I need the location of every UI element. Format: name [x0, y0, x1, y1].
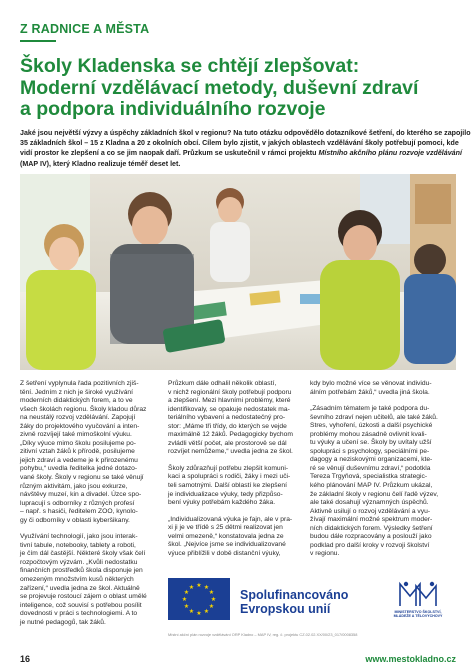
ministry-name: [382, 610, 454, 619]
eu-stars-icon: [168, 578, 230, 620]
text-line: Školy zdůrazňují potřebu zlepšit komuni-: [168, 464, 289, 472]
svg-text:★: ★: [208, 589, 215, 596]
text-line: „Zásadním tématem je také podpora du-: [310, 405, 430, 413]
headline: [20, 56, 460, 121]
svg-text:★: ★: [188, 584, 195, 591]
text-line: xi ji je ve třídě s 25 dětmi realizovat jen: [168, 524, 283, 532]
text-line: že základní školy v regionu čelí řadě výzev,: [310, 490, 439, 498]
text-line: rozvíjet nemůžeme,“ uvedla jedna ze škol.: [168, 448, 293, 456]
text-line: ale také dosahují významných úspěchů.: [310, 499, 429, 507]
lead-line: Jaké jsou největší výzvy a úspěchy základních škol v regionu? Na tuto otázku odpovědělo dotazníkové šetření, do kterého se zapojilo: [20, 129, 471, 137]
text-line: kého plánování MAP IV. Průzkum ukázal,: [310, 482, 433, 490]
text-line: kaci a spolupráci s rodiči, žáky i mezi uči-: [168, 473, 291, 481]
article-column-1: [20, 380, 152, 627]
msmt-emblem-icon: [382, 578, 454, 610]
paragraph: [168, 465, 300, 508]
text-line: rozpočtovým výzvám. „Kvůli nedostatku: [20, 558, 138, 566]
paragraph: [310, 380, 456, 397]
eu-flag-icon: [168, 578, 230, 620]
text-line: vané školy. Školy v regionu se také věnují: [20, 474, 144, 482]
text-line: „Individualizovaná výuka je fajn, ale v pra-: [168, 515, 293, 523]
text-line: teriálního vybavení a nedostatečný pro-: [168, 414, 286, 422]
paragraph: [168, 380, 300, 457]
text-line: ševního zdraví nejen učitelů, ale také žáků.: [310, 413, 438, 421]
text-line: žáky do projektového vyučování a inten-: [20, 422, 140, 430]
svg-text:★: ★: [203, 608, 210, 615]
cofinanced-label: [240, 588, 348, 616]
article-column-3: [310, 380, 456, 559]
text-line: maximálně 12 žáků. Pedagogicky bychom: [168, 431, 293, 439]
text-line: Tereza Trgyňová, specialistka strategic-: [310, 473, 428, 481]
text-line: škol. „Nejvíce jsme se individualizované: [168, 541, 286, 549]
cofinanced-line: Spolufinancováno: [240, 588, 349, 602]
text-line: problémy mohou zásadně ovlivnit kvali-: [310, 430, 427, 438]
paragraph: [20, 380, 152, 525]
svg-text:★: ★: [196, 582, 202, 589]
text-line: velmi omezeně,“ konstatovala jedna ze: [168, 532, 284, 540]
text-line: finančních prostředků škola disponuje jen: [20, 567, 143, 575]
text-line: bení výuky potřebám každého žáka.: [168, 499, 276, 507]
lead-paragraph: [20, 128, 471, 169]
text-line: omezeným množstvím kusů některých: [20, 576, 134, 584]
svg-text:★: ★: [208, 603, 215, 610]
text-line: Využívání technologií, jako jsou interak-: [20, 533, 138, 541]
text-line: dagogy a neziskovými organizacemi, kte-: [310, 456, 433, 464]
text-line: je nutné pedagogů, tak žáků.: [20, 618, 106, 626]
text-line: – např. s hasiči, ředitelem ZOO, kynolo-: [20, 508, 138, 516]
text-line: teli samotnými. Další oblastí ke zlepšení: [168, 482, 287, 490]
text-line: výuce přiblížili v době distanční výuky,: [168, 549, 281, 557]
text-line: tivní tabule, notebooky, tablety a roboti,: [20, 541, 136, 549]
project-footnote: Místní akční plán rozvoje vzdělávání ORP Kladno – MAP IV, reg. č. projektu CZ.02.02.XX/00/23_017/0008358: [168, 632, 358, 637]
text-line: v nichž regionální školy potřebují podporu: [168, 388, 292, 396]
svg-text:★: ★: [203, 584, 210, 591]
page-number: 16: [20, 654, 31, 664]
text-line: různým aktivitám, jako jsou exkurze,: [20, 482, 128, 490]
paragraph: [20, 533, 152, 627]
article-column-2: [168, 380, 300, 558]
text-line: tění. Jedním z nich je široké využívání: [20, 388, 133, 396]
text-line: všech školách regionu. Školy kladou důraz: [20, 405, 147, 413]
cofinanced-line: Evropskou unií: [240, 602, 331, 616]
section-label: Z RADNICE A MĚSTA: [20, 22, 150, 36]
lead-line: [20, 148, 462, 158]
section-rule: [20, 40, 56, 42]
ministry-logo: [382, 578, 454, 624]
ministry-line: MLÁDEŽE A TĚLOVÝCHOVY: [393, 614, 443, 619]
text-line: zařízení,“ uvedla jedna ze škol. Aktuálně: [20, 584, 140, 592]
headline-line: Školy Kladenska se chtějí zlepšovat:: [20, 55, 360, 77]
text-line: se projevuje rostoucí zájem o oblast umělé: [20, 593, 147, 601]
svg-text:★: ★: [183, 589, 190, 596]
text-line: jejich zdraví a vedeme je k přirozenému: [20, 456, 138, 464]
text-line: álním potřebám žáků,“ uvedla jiná škola.: [310, 388, 430, 396]
headline-line: Moderní vzdělávací metody, duševní zdraví: [20, 76, 419, 99]
text-line: ré se věnují duševnímu zdraví,“ podotkla: [310, 464, 431, 472]
lead-line: (MAP IV), který Kladno realizuje téměř deset let.: [20, 159, 181, 168]
text-line: Průzkum dále odhalil několik oblastí,: [168, 380, 277, 387]
text-line: stor: „Máme tři třídy, do kterých se vejde: [168, 422, 287, 430]
text-line: Aktivně usilují o rozvoj vzdělávání a vyu-: [310, 507, 431, 515]
text-line: tu výuky a učení se. Školy by uvítaly užší: [310, 439, 432, 447]
text-line: dovednosti v práci s technologiemi. A to: [20, 610, 138, 618]
text-line: zivně rozvíjejí také mimoškolní výuku.: [20, 431, 132, 439]
text-line: Stres, vyhoření, úzkosti a další psychické: [310, 422, 433, 430]
ministry-line: MINISTERSTVO ŠKOLSTVÍ,: [394, 610, 442, 614]
text-line: Z šetření vyplynula řada pozitivních zjiš-: [20, 380, 139, 387]
text-line: identifikovaly, se opakuje nedostatek ma-: [168, 405, 290, 413]
text-line: pohybu,“ uvedla ředitelka jedné dotazo-: [20, 465, 138, 473]
headline-line: a podpora individuálního rozvoje: [20, 98, 326, 120]
svg-text:★: ★: [181, 596, 188, 603]
text-line: budou dále rozpracovány a poslouží jako: [310, 533, 432, 541]
svg-text:★: ★: [210, 596, 217, 603]
text-line: v regionu.: [310, 550, 340, 558]
text-line: kdy bylo možné více se věnovat individu-: [310, 380, 432, 387]
text-line: je čím dál častější. Některé školy však čelí: [20, 550, 146, 558]
svg-text:★: ★: [196, 610, 202, 617]
text-line: lupracují s odborníky z různých profesí: [20, 499, 135, 507]
website-link[interactable]: www.mestokladno.cz: [365, 654, 456, 664]
text-line: zvládli větší počet, ale prostorově se dál: [168, 439, 287, 447]
svg-text:★: ★: [188, 608, 195, 615]
text-line: návštěvy muzeí, kin a divadel. Úzce spo-: [20, 491, 142, 499]
text-line: zitivní vztah žáků k přírodě, posilujeme: [20, 448, 135, 456]
text-line: podklad pro další kroky v rozvoji školství: [310, 541, 430, 549]
lead-line-text: vidí prostor ke zlepšení a co se jim naopak daří. Průzkum se uskutečnil v rámci projektu: [20, 149, 319, 158]
eu-funding-banner: [168, 574, 456, 630]
text-line: na neustálý rozvoj vzdělávání. Zapojují: [20, 414, 136, 422]
paragraph: [310, 405, 456, 559]
lead-line: 35 základních škol – 15 z Kladna a 20 z okolních obcí. Cílem bylo zjistit, v jakých oblastech vzdělávání školy potřebují pomoci, kde: [20, 139, 459, 148]
text-line: gy či odborníky v oblasti kyberšikany.: [20, 516, 130, 524]
text-line: moderních didaktických forem, a to ve: [20, 397, 133, 405]
text-line: „Díky výuce mimo školu posilujeme po-: [20, 439, 136, 447]
classroom-photo-illustration: [20, 174, 456, 370]
lead-project-name: Místního akčního plánu rozvoje vzdělávání: [318, 149, 462, 158]
text-line: spolupráci s psychology, speciálními pe-: [310, 447, 430, 455]
text-line: je individualizace výuky, tedy přizpůso-: [168, 490, 283, 498]
classroom-photo: [20, 174, 456, 370]
text-line: žívají maximální možné spektrum moder-: [310, 516, 433, 524]
paragraph: [168, 516, 300, 559]
text-line: inteligence, což souvisí s potřebou posílit: [20, 601, 142, 609]
svg-text:★: ★: [183, 603, 190, 610]
text-line: ních didaktických forem. Výsledky šetření: [310, 524, 433, 532]
text-line: a zlepšení. Mezi hlavními problémy, které: [168, 397, 291, 405]
